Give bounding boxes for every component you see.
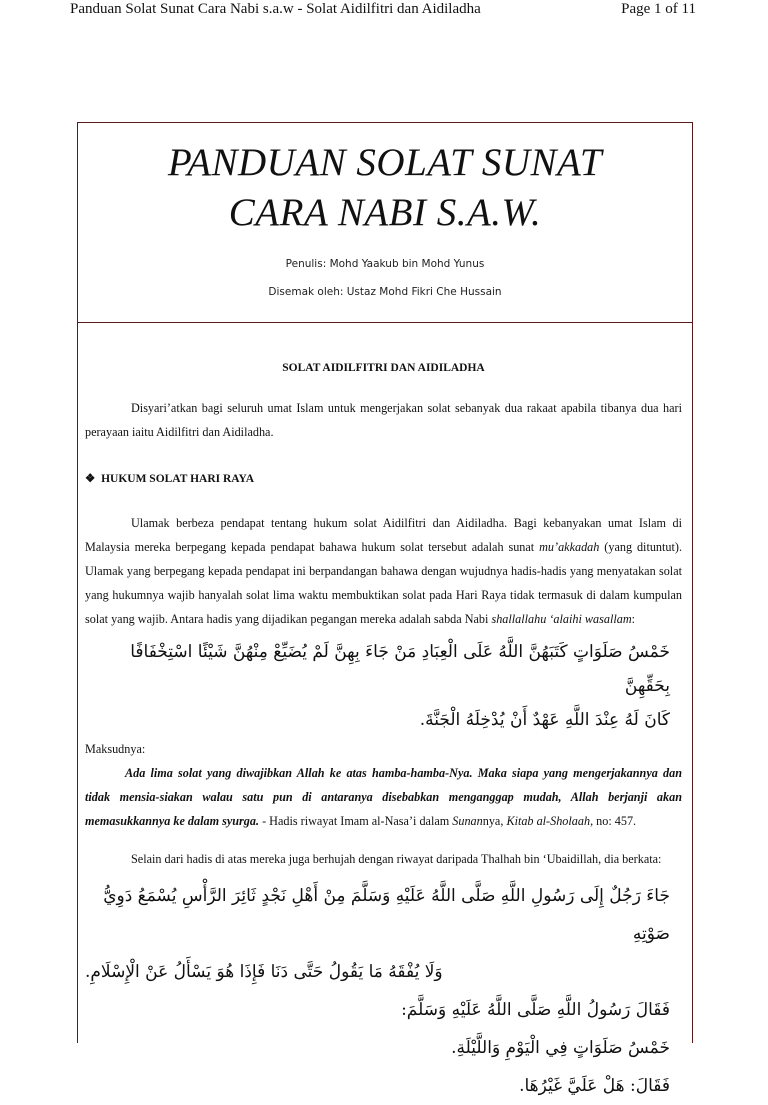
- maksud-label: Maksudnya:: [85, 742, 146, 756]
- arabic-hadith: [85, 635, 682, 737]
- author: Penulis: Mohd Yaakub bin Mohd Yunus: [285, 258, 485, 270]
- arabic-hadith: [85, 877, 682, 1105]
- cover-title-line: CARA NABI S.A.W.: [228, 191, 542, 234]
- document-frame: [77, 122, 693, 1096]
- paragraph: [85, 511, 682, 631]
- text: - Hadis riwayat Imam al-Nasa’i dalam: [259, 814, 453, 828]
- text: Kitab al-Sholaah: [506, 814, 591, 828]
- arabic-line: خَمْسُ صَلَوَاتٍ كَتَبَهُنَّ اللَّهُ عَلَى الْعِبَادِ مَنْ جَاءَ بِهِنَّ لَمْ يُضَيِّعْ مِنْهُنَّ شَيْئًا اسْتِخْفَافًا بِحَقِّهِنَّ: [130, 642, 670, 696]
- text: nya,: [482, 814, 507, 828]
- translation-paragraph: [85, 761, 682, 833]
- cover-block: [78, 123, 692, 323]
- translation: Ada lima solat yang diwajibkan Allah ke atas hamba-hamba-Nya. Maka siapa yang mengerjakannya dan tidak mensia-siakan walau satu pun di antaranya disebabkan menganggap mudah, Allah berjanji akan memasukkannya ke dalam syurga.: [85, 766, 682, 828]
- subheading-text: HUKUM SOLAT HARI RAYA: [101, 473, 255, 485]
- cover-title-line: PANDUAN SOLAT SUNAT: [167, 141, 603, 184]
- arabic-line: خَمْسُ صَلَوَاتٍ فِي الْيَوْمِ وَاللَّيْلَةِ.: [451, 1038, 670, 1058]
- page-header: [0, 0, 768, 24]
- salawat: shallallahu ‘alaihi wasallam: [491, 612, 632, 626]
- paragraph: Selain dari hadis di atas mereka juga berhujah dengan riwayat daripada Thalhah bin ‘Ubaidillah, dia berkata:: [131, 852, 662, 866]
- arabic-line: فَقَالَ رَسُولُ اللَّهِ صَلَّى اللَّهُ عَلَيْهِ وَسَلَّمَ:: [401, 1000, 670, 1020]
- intro-paragraph: Disyari’atkan bagi seluruh umat Islam untuk mengerjakan solat sebanyak dua rakaat apabila tibanya dua hari perayaan iaitu Aidilfitri dan Aidiladha.: [85, 401, 682, 439]
- document-title: Panduan Solat Sunat Cara Nabi s.a.w - Solat Aidilfitri dan Aidiladha: [70, 1, 481, 17]
- arabic-line: جَاءَ رَجُلٌ إِلَى رَسُولِ اللَّهِ صَلَّى اللَّهُ عَلَيْهِ وَسَلَّمَ مِنْ أَهْلِ نَجْدٍ ثَائِرَ الرَّأْسِ يُسْمَعُ دَوِيُّ صَوْتِهِ: [103, 886, 670, 944]
- arabic-line: كَانَ لَهُ عِنْدَ اللَّهِ عَهْدٌ أَنْ يُدْخِلَهُ الْجَنَّةَ.: [419, 710, 670, 730]
- diamond-bullet-icon: ❖: [85, 473, 96, 485]
- arabic-line: فَقَالَ: هَلْ عَلَيَّ غَيْرُهَا.: [519, 1076, 670, 1096]
- text: Sunan: [452, 814, 483, 828]
- text: (yang dituntut). Ulamak yang berpegang kepada pendapat ini berpandangan bahawa dengan wujudnya hadis-hadis yang menyatakan solat yang hukumnya wajib hanyalah solat lima waktu membuktikan solat pada Hari Raya tidak termasuk di dalam kumpulan solat yang wajib. Antara hadis yang dijadikan pegangan mereka adalah sabda Nabi: [85, 540, 682, 626]
- text: :: [631, 612, 636, 626]
- subheading: [85, 471, 682, 485]
- term: mu’akkadah: [539, 540, 600, 554]
- arabic-line: وَلَا يُفْقَهُ مَا يَقُولُ حَتَّى دَنَا فَإِذَا هُوَ يَسْأَلُ عَنْ الْإِسْلَامِ.: [85, 962, 443, 982]
- text: , no: 457.: [590, 814, 637, 828]
- cover-title: [78, 123, 692, 238]
- section-title: SOLAT AIDILFITRI DAN AIDILADHA: [282, 362, 485, 374]
- page-indicator: Page 1 of 11: [621, 1, 696, 17]
- document-body: [78, 362, 692, 1105]
- reviewer: Disemak oleh: Ustaz Mohd Fikri Che Hussain: [268, 286, 502, 298]
- text: Ulamak berbeza pendapat tentang hukum solat Aidilfitri dan Aidiladha. Bagi kebanyakan umat Islam di Malaysia mereka berpegang kepada pendapat bahawa hukum solat tersebut adalah sunat: [85, 516, 682, 554]
